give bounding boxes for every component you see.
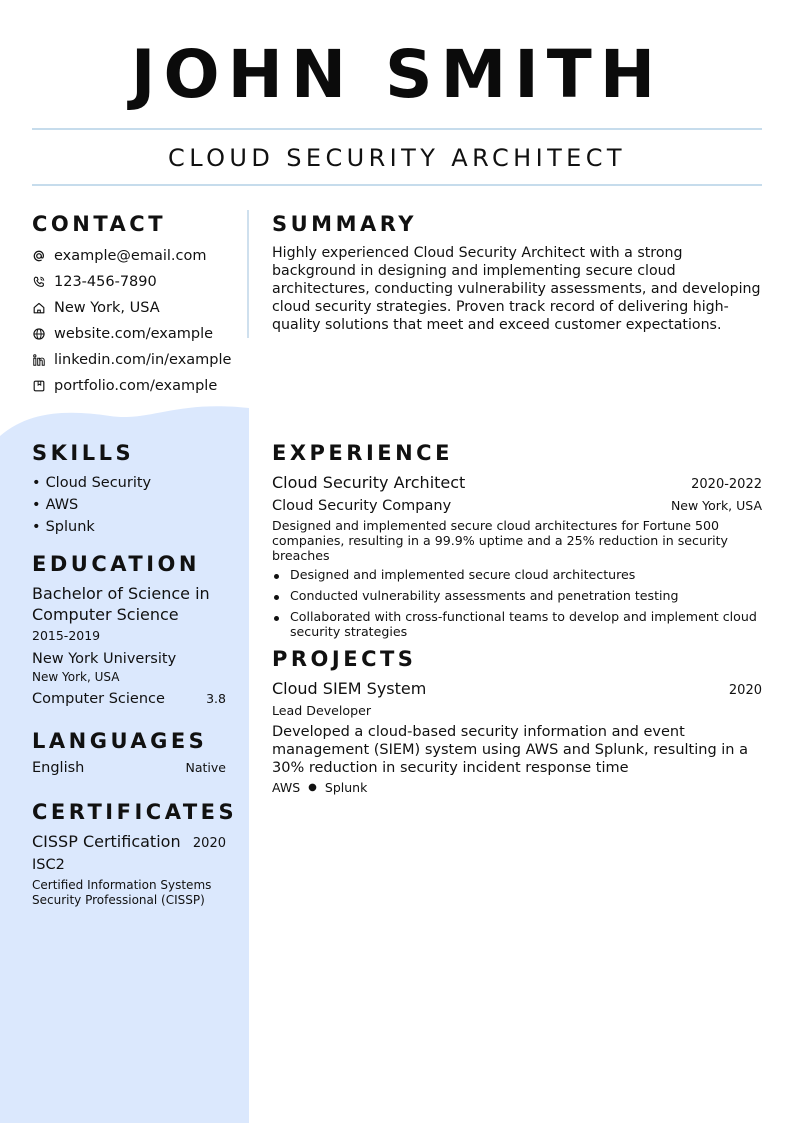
home-icon <box>32 301 46 315</box>
project-tag: AWS <box>272 780 301 795</box>
education-field-row <box>32 691 226 707</box>
skills-list <box>32 472 232 538</box>
education-dates: 2015-2019 <box>32 628 101 643</box>
globe-icon <box>32 327 46 341</box>
experience-title: Cloud Security Architect <box>272 473 466 492</box>
list-item: Designed and implemented secure cloud architectures <box>272 567 762 582</box>
experience-location: New York, USA <box>670 498 762 513</box>
skill-item: • Cloud Security <box>32 472 232 494</box>
list-item: Conducted vulnerability assessments and penetration testing <box>272 588 762 603</box>
contact-portfolio-text: portfolio.com/example <box>54 378 218 394</box>
education-degree: Bachelor of Science in Computer Science <box>32 584 210 624</box>
contact-location <box>32 295 244 321</box>
certificates-heading: CERTIFICATES <box>32 800 238 824</box>
education-field: Computer Science <box>32 691 165 707</box>
project-role: Lead Developer <box>272 703 372 718</box>
skill-item: • AWS <box>32 494 232 516</box>
contact-email-text: example@email.com <box>54 248 207 264</box>
contact-email[interactable] <box>32 243 244 269</box>
project-entry <box>272 678 762 795</box>
contact-phone-text: 123-456-7890 <box>54 274 157 290</box>
experience-description: Designed and implemented secure cloud architectures for Fortune 500 companies, resulting in a 99.9% uptime and a 25% reduction in security breaches <box>272 518 729 563</box>
language-row <box>32 760 226 776</box>
header-rule-top <box>32 128 762 130</box>
job-title: CLOUD SECURITY ARCHITECT <box>168 144 626 172</box>
at-icon <box>32 249 46 263</box>
language-level: Native <box>185 760 226 775</box>
language-name: English <box>32 760 85 776</box>
experience-company-row <box>272 494 762 516</box>
project-year: 2020 <box>728 683 762 698</box>
experience-entry <box>272 472 762 645</box>
contact-website-text: website.com/example <box>54 326 214 342</box>
languages-heading: LANGUAGES <box>32 729 208 753</box>
phone-icon <box>32 275 46 289</box>
column-divider <box>247 210 249 338</box>
tag-separator: ● <box>308 782 317 793</box>
list-item: Collaborated with cross-functional teams to develop and implement cloud security strategies <box>272 609 762 639</box>
project-tags <box>272 780 762 795</box>
experience-dates: 2020-2022 <box>691 477 762 492</box>
contact-list <box>32 243 244 399</box>
contact-location-text: New York, USA <box>54 300 160 316</box>
header-rule-bottom <box>32 184 762 186</box>
project-title-row <box>272 678 762 700</box>
summary-heading: SUMMARY <box>272 212 417 236</box>
linkedin-icon <box>32 353 46 367</box>
certificate-description: Certified Information Systems Security Professional (CISSP) <box>32 878 212 907</box>
contact-website[interactable] <box>32 321 244 347</box>
certificate-header <box>32 831 226 853</box>
certificate-name: CISSP Certification <box>32 832 181 851</box>
experience-heading: EXPERIENCE <box>272 441 453 465</box>
education-school: New York University <box>32 651 177 667</box>
project-description: Developed a cloud-based security information and event management (SIEM) system using AWS and Splunk, resulting in a 30% reduction in security incident response time <box>272 724 748 776</box>
experience-company: Cloud Security Company <box>272 498 452 514</box>
projects-heading: PROJECTS <box>272 647 417 671</box>
skill-item: • Splunk <box>32 516 232 538</box>
education-gpa: 3.8 <box>206 691 226 706</box>
contact-linkedin[interactable] <box>32 347 244 373</box>
candidate-name: JOHN SMITH <box>130 36 664 113</box>
certificate-issuer: ISC2 <box>32 857 65 873</box>
contact-portfolio[interactable] <box>32 373 244 399</box>
certificate-year: 2020 <box>192 836 226 851</box>
portfolio-icon <box>32 379 46 393</box>
education-location: New York, USA <box>32 670 120 684</box>
education-entry <box>32 583 226 707</box>
skills-heading: SKILLS <box>32 441 135 465</box>
experience-bullets <box>272 567 762 639</box>
contact-linkedin-text: linkedin.com/in/example <box>54 352 232 368</box>
contact-heading: CONTACT <box>32 212 167 236</box>
project-title: Cloud SIEM System <box>272 679 427 698</box>
contact-phone[interactable] <box>32 269 244 295</box>
summary-text: Highly experienced Cloud Security Architect with a strong background in designing and implementing secure cloud architectures, conducting vulnerability assessments, and developing cloud security strategies. Proven track record of delivering high-quality solutions that meet and exceed customer expectations. <box>272 245 761 333</box>
experience-title-row <box>272 472 762 494</box>
education-heading: EDUCATION <box>32 552 200 576</box>
project-tag: Splunk <box>324 780 368 795</box>
certificate-entry <box>32 831 226 908</box>
